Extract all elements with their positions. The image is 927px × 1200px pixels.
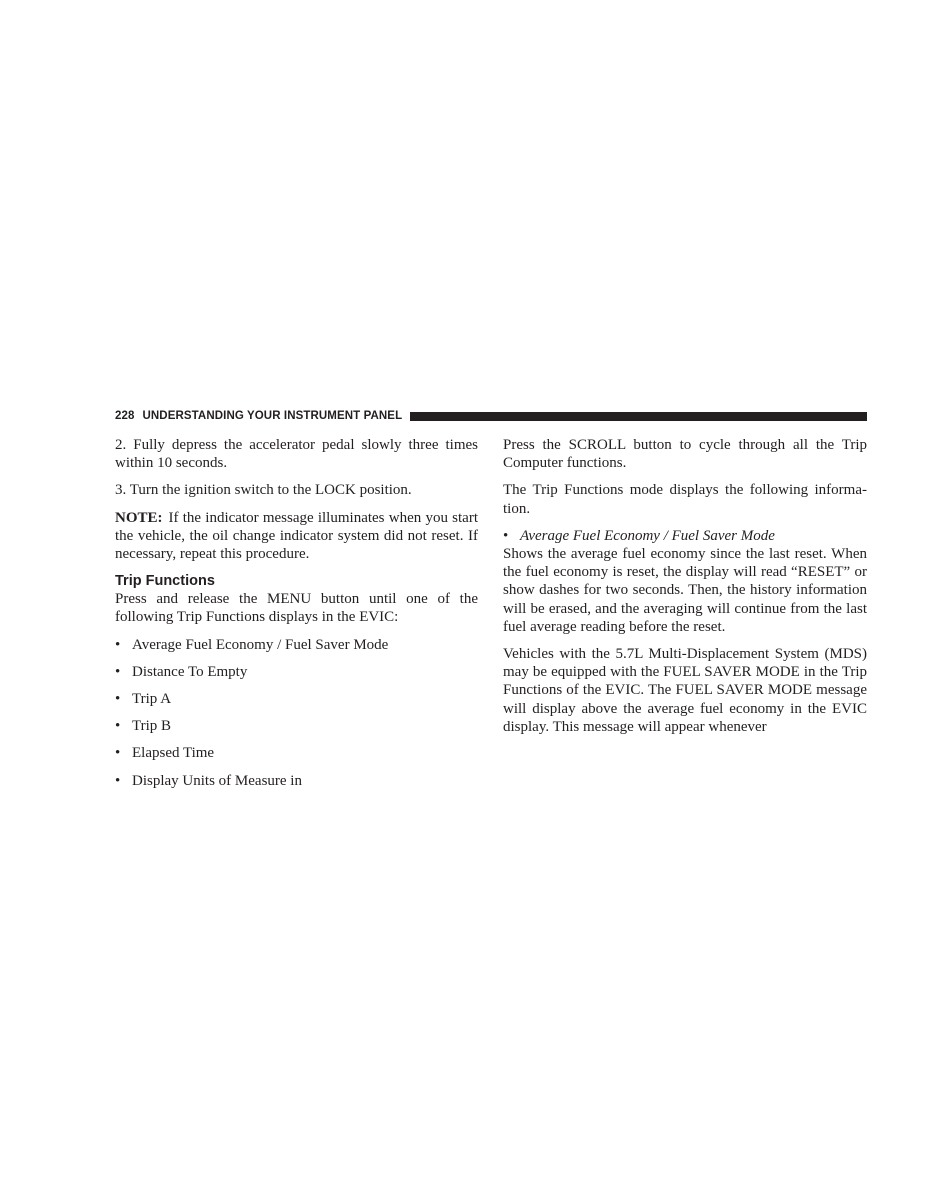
right-column: [503, 436, 867, 736]
list-item: • Average Fuel Economy / Fuel Saver Mode: [115, 636, 478, 654]
scroll-paragraph: Press the SCROLL button to cycle through all the Trip Computer functions.: [503, 437, 867, 472]
sub-heading: • Average Fuel Economy / Fuel Saver Mode: [503, 527, 867, 545]
note-label: NOTE:: [115, 509, 163, 526]
intro-paragraph: Press and release the MENU button until one of the following Trip Functions displays in the EVIC:: [115, 591, 478, 626]
fuel-saver-paragraph: Vehicles with the 5.7L Multi-Displacement System (MDS) may be equipped with the FUEL SAVER MODE in the Trip Functions of the EVIC. The FUEL SAVER MODE message will display above the average fuel economy in the EVIC display. This message will appear whenever: [503, 646, 867, 735]
note-text: If the indicator message illuminates when you start the vehicle, the oil change indicator system did not reset. If necessary, repeat this procedure.: [115, 509, 478, 563]
trip-functions-list: [115, 636, 478, 790]
list-item: • Elapsed Time: [115, 744, 478, 762]
header-rule: [410, 412, 867, 421]
mode-paragraph: The Trip Functions mode displays the following informa-tion.: [503, 482, 867, 517]
page-header: [115, 409, 867, 423]
step-2-text: 2. Fully depress the accelerator pedal slowly three times within 10 seconds.: [115, 437, 478, 472]
list-item: • Distance To Empty: [115, 663, 478, 681]
page-number: 228: [115, 410, 135, 422]
chapter-title: UNDERSTANDING YOUR INSTRUMENT PANEL: [142, 410, 403, 422]
section-heading: Trip Functions: [115, 573, 215, 590]
list-item: • Trip A: [115, 690, 478, 708]
step-3-text: 3. Turn the ignition switch to the LOCK position.: [115, 482, 412, 499]
list-item: • Trip B: [115, 717, 478, 735]
left-column: [115, 436, 478, 799]
list-item: • Display Units of Measure in: [115, 772, 478, 790]
note-paragraph: [115, 509, 478, 564]
average-fuel-paragraph: Shows the average fuel economy since the last reset. When the fuel economy is reset, the display will read “RESET” or show dashes for two seconds. Then, the history information will be erased, and the averaging will continue from the last fuel average reading before the reset.: [503, 546, 867, 635]
